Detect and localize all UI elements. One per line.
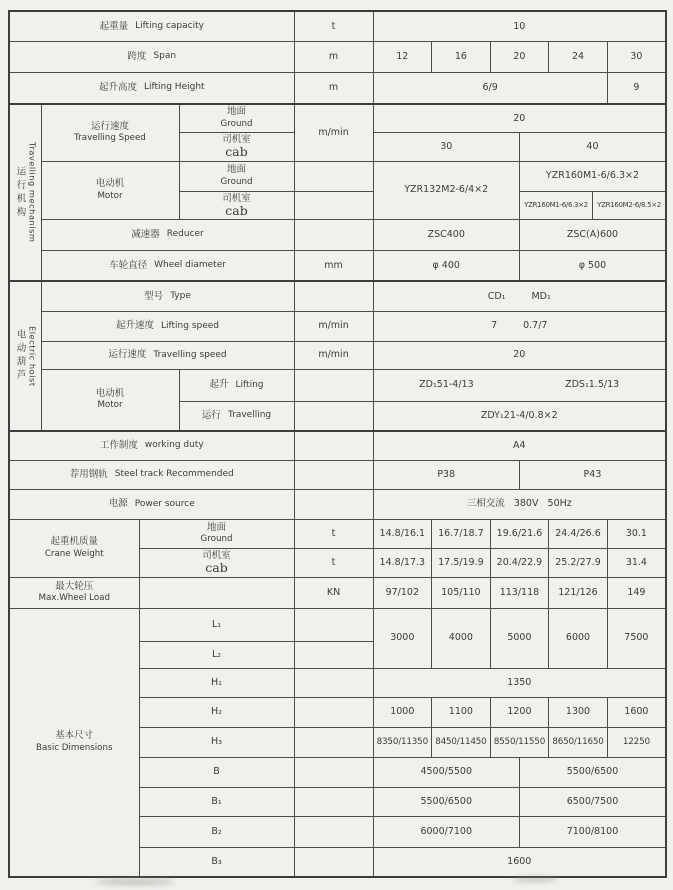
empty-sub-cell	[139, 577, 294, 608]
max-wheel-load-label-en: Max.Wheel Load	[38, 593, 111, 604]
lifting-height-label	[9, 72, 294, 104]
section-electric-hoist-en: Electric hoist	[27, 325, 38, 387]
hoist-motor-lifting-right: ZDS₁1.5/13	[565, 379, 620, 391]
dimension-H3-value: 8350/11350	[373, 727, 432, 757]
wheel-diameter-label-en: Wheel diameter	[154, 259, 226, 270]
crane-weight-ground-value: 19.6/21.6	[490, 519, 549, 548]
hoist-lifting-speed-label-en: Lifting speed	[161, 320, 220, 331]
crane-weight-ground-value: 16.7/18.7	[432, 519, 491, 548]
crane-weight-cab-value: 20.4/22.9	[490, 548, 549, 577]
empty-unit-cell	[294, 668, 373, 697]
hoist-type-label-en: Type	[170, 290, 191, 301]
span-unit: m	[294, 41, 373, 72]
dimension-H2-value: 1300	[549, 697, 608, 727]
span-label	[9, 41, 294, 72]
dimension-L-value: 3000	[373, 608, 432, 668]
span-label-en: Span	[153, 51, 177, 62]
cab-label-en: cab	[225, 144, 248, 160]
empty-unit-cell	[294, 369, 373, 401]
cab-label-zh: 司机室	[222, 134, 251, 146]
empty-unit-cell	[294, 489, 373, 519]
steel-track-label	[9, 460, 294, 489]
lifting-height-value-last: 9	[607, 72, 666, 104]
empty-unit-cell	[294, 757, 373, 787]
hoist-motor-lifting-value	[373, 369, 666, 401]
mechanism-motor-right-bottom-right-value: YZR160M2-6/8.5×2	[593, 191, 666, 219]
reducer-left-value: ZSC400	[373, 219, 519, 250]
empty-unit-cell	[294, 816, 373, 847]
hoist-motor-lifting-label	[179, 369, 294, 401]
ground-label-en: Ground	[200, 534, 233, 545]
section-electric-hoist	[9, 281, 41, 431]
empty-unit-cell	[294, 460, 373, 489]
crane-weight-cab-unit: t	[294, 548, 373, 577]
hoist-motor-label	[41, 369, 179, 431]
dimension-L1-label: L₁	[139, 608, 294, 641]
lifting-capacity-label-zh: 起重量	[99, 20, 129, 32]
empty-unit-cell	[294, 191, 373, 219]
dimension-L-value: 5000	[490, 608, 549, 668]
hoist-motor-lifting-label-zh: 起升	[209, 379, 229, 391]
max-wheel-load-value: 105/110	[432, 577, 491, 608]
hoist-lifting-speed-unit: m/min	[294, 311, 373, 341]
steel-track-label-zh: 荐用钢轨	[69, 468, 108, 480]
ground-label-zh: 地面	[207, 521, 227, 533]
dimension-B1-right-value: 6500/7500	[519, 787, 666, 816]
max-wheel-load-label	[9, 577, 139, 608]
hoist-travelling-speed-label-zh: 运行速度	[108, 349, 147, 361]
crane-weight-cab-label	[139, 548, 294, 577]
dimension-H1-label: H₁	[139, 668, 294, 697]
dimension-B-right-value: 5500/6500	[519, 757, 666, 787]
crane-weight-ground-value: 24.4/26.6	[549, 519, 608, 548]
ground-label-en: Ground	[220, 176, 253, 187]
scan-smudge	[512, 877, 558, 882]
dimension-H2-value: 1100	[432, 697, 491, 727]
span-value: 24	[549, 41, 608, 72]
section-electric-hoist-zh: 电动葫芦	[14, 329, 26, 383]
dimension-H2-value: 1600	[607, 697, 666, 727]
hoist-motor-label-en: Motor	[97, 400, 123, 411]
lifting-height-label-zh: 起升高度	[98, 82, 137, 94]
mechanism-motor-label-zh: 电动机	[95, 178, 125, 190]
lifting-capacity-value: 10	[373, 11, 666, 41]
empty-unit-cell	[294, 401, 373, 431]
dimension-L-value: 4000	[432, 608, 491, 668]
dimension-H2-label: H₂	[139, 697, 294, 727]
empty-unit-cell	[294, 161, 373, 191]
hoist-travelling-speed-label-en: Travelling speed	[153, 349, 227, 360]
power-source-label-en: Power source	[134, 498, 195, 509]
crane-weight-ground-value: 14.8/16.1	[373, 519, 432, 548]
wheel-diameter-label-zh: 车轮直径	[109, 259, 148, 271]
travelling-speed-ground-label	[179, 104, 294, 132]
working-duty-value: A4	[373, 431, 666, 460]
wheel-diameter-label	[41, 250, 294, 281]
crane-weight-label	[9, 519, 139, 577]
steel-track-right-value: P43	[519, 460, 666, 489]
hoist-type-label	[41, 281, 294, 311]
power-source-label-zh: 电源	[108, 498, 128, 510]
ground-label-zh: 地面	[227, 106, 247, 118]
hoist-type-value	[373, 281, 666, 311]
hoist-motor-travelling-label	[179, 401, 294, 431]
hoist-lifting-speed-label-zh: 起升速度	[115, 320, 154, 332]
wheel-diameter-unit: mm	[294, 250, 373, 281]
span-label-zh: 跨度	[127, 50, 147, 62]
dimension-H3-value: 12250	[607, 727, 666, 757]
dimension-H3-value: 8450/11450	[432, 727, 491, 757]
mechanism-motor-right-top-value: YZR160M1-6/6.3×2	[519, 161, 666, 191]
lifting-capacity-label	[9, 11, 294, 41]
hoist-lifting-speed-label	[41, 311, 294, 341]
dimension-H3-value: 8650/11650	[549, 727, 608, 757]
dimension-B1-left-value: 5500/6500	[373, 787, 519, 816]
lifting-capacity-label-en: Lifting capacity	[135, 20, 204, 31]
hoist-type-label-zh: 型号	[144, 290, 164, 302]
scan-smudge	[95, 879, 175, 885]
crane-weight-label-zh: 起重机质量	[50, 536, 98, 548]
mechanism-motor-left-value: YZR132M2-6/4×2	[373, 161, 519, 219]
crane-weight-cab-value: 25.2/27.9	[549, 548, 608, 577]
empty-unit-cell	[294, 787, 373, 816]
hoist-travelling-speed-unit: m/min	[294, 341, 373, 369]
crane-weight-label-en: Crane Weight	[44, 548, 104, 559]
empty-unit-cell	[294, 431, 373, 460]
dimension-B2-right-value: 7100/8100	[519, 816, 666, 847]
travelling-speed-label-en: Travelling Speed	[74, 133, 146, 144]
crane-spec-table	[8, 10, 667, 878]
cab-label-zh: 司机室	[202, 550, 231, 562]
dimension-B2-left-value: 6000/7100	[373, 816, 519, 847]
basic-dimensions-label-en: Basic Dimensions	[36, 742, 113, 753]
reducer-label-zh: 减速器	[131, 228, 160, 240]
hoist-motor-travelling-label-zh: 运行	[201, 410, 221, 422]
dimension-B3-label: B₃	[139, 847, 294, 877]
reducer-label	[41, 219, 294, 250]
working-duty-label-en: working duty	[144, 440, 204, 451]
travelling-speed-cab-label	[179, 132, 294, 161]
empty-unit-cell	[294, 697, 373, 727]
hoist-travelling-speed-value: 20	[373, 341, 666, 369]
crane-weight-cab-value: 31.4	[607, 548, 666, 577]
travelling-speed-unit: m/min	[294, 104, 373, 161]
working-duty-label-zh: 工作制度	[99, 440, 138, 452]
hoist-motor-lifting-label-en: Lifting	[235, 379, 264, 390]
travelling-speed-cab-left: 30	[373, 132, 519, 161]
dimension-B-left-value: 4500/5500	[373, 757, 519, 787]
max-wheel-load-value: 113/118	[490, 577, 549, 608]
empty-unit-cell	[294, 608, 373, 641]
max-wheel-load-unit: KN	[294, 577, 373, 608]
dimension-L-value: 6000	[549, 608, 608, 668]
crane-weight-ground-unit: t	[294, 519, 373, 548]
reducer-label-en: Reducer	[166, 229, 204, 240]
steel-track-left-value: P38	[373, 460, 519, 489]
hoist-motor-label-zh: 电动机	[95, 387, 125, 399]
wheel-diameter-left-value: φ 400	[373, 250, 519, 281]
hoist-motor-travelling-value: ZDY₁21-4/0.8×2	[373, 401, 666, 431]
dimension-H2-value: 1000	[373, 697, 432, 727]
dimension-H2-value: 1200	[490, 697, 549, 727]
span-value: 16	[432, 41, 491, 72]
section-travelling-mechanism-en: Travelling mechanism	[27, 142, 38, 243]
dimension-H1-value: 1350	[373, 668, 666, 697]
dimension-L2-label: L₂	[139, 641, 294, 668]
hoist-travelling-speed-label	[41, 341, 294, 369]
power-source-label	[9, 489, 294, 519]
span-value: 12	[373, 41, 432, 72]
crane-weight-cab-value: 14.8/17.3	[373, 548, 432, 577]
mechanism-motor-label	[41, 161, 179, 219]
hoist-lifting-speed-value-b: 0.7/7	[523, 320, 548, 332]
dimension-L-value: 7500	[607, 608, 666, 668]
cab-label-en: cab	[205, 560, 228, 576]
steel-track-label-en: Steel track Recommended	[114, 469, 234, 480]
max-wheel-load-label-zh: 最大轮压	[55, 580, 94, 592]
lifting-height-value-main: 6/9	[373, 72, 607, 104]
hoist-motor-travelling-label-en: Travelling	[227, 410, 272, 421]
working-duty-label	[9, 431, 294, 460]
empty-unit-cell	[294, 641, 373, 668]
dimension-B-label: B	[139, 757, 294, 787]
reducer-right-value: ZSC(A)600	[519, 219, 666, 250]
empty-unit-cell	[294, 847, 373, 877]
ground-label-en: Ground	[220, 118, 253, 129]
mechanism-motor-right-bottom-left-value: YZR160M1-6/6.3×2	[519, 191, 592, 219]
spec-table-sheet	[8, 10, 667, 878]
crane-weight-ground-label	[139, 519, 294, 548]
empty-unit-cell	[294, 727, 373, 757]
ground-label-zh: 地面	[227, 164, 247, 176]
cab-label-zh: 司机室	[222, 192, 251, 204]
lifting-height-label-en: Lifting Height	[143, 82, 205, 93]
hoist-type-value-a: CD₁	[487, 290, 506, 302]
power-source-value: 三相交流 380V 50Hz	[373, 489, 666, 519]
lifting-height-unit: m	[294, 72, 373, 104]
travelling-speed-label	[41, 104, 179, 161]
empty-unit-cell	[294, 281, 373, 311]
crane-weight-ground-value: 30.1	[607, 519, 666, 548]
wheel-diameter-right-value: φ 500	[519, 250, 666, 281]
section-travelling-mechanism-zh: 运行机构	[14, 165, 26, 220]
cab-label-en: cab	[225, 202, 248, 218]
mechanism-motor-cab-label	[179, 191, 294, 219]
basic-dimensions-label	[9, 608, 139, 877]
mechanism-motor-label-en: Motor	[97, 190, 123, 201]
dimension-B3-value: 1600	[373, 847, 666, 877]
dimension-B2-label: B₂	[139, 816, 294, 847]
hoist-type-value-b: MD₁	[531, 290, 551, 302]
max-wheel-load-value: 97/102	[373, 577, 432, 608]
hoist-lifting-speed-value	[373, 311, 666, 341]
lifting-capacity-unit: t	[294, 11, 373, 41]
dimension-H3-label: H₃	[139, 727, 294, 757]
basic-dimensions-label-zh: 基本尺寸	[55, 730, 94, 742]
max-wheel-load-value: 149	[607, 577, 666, 608]
section-travelling-mechanism	[9, 104, 41, 281]
crane-weight-cab-value: 17.5/19.9	[432, 548, 491, 577]
empty-unit-cell	[294, 219, 373, 250]
travelling-speed-cab-right: 40	[519, 132, 666, 161]
hoist-lifting-speed-value-a: 7	[491, 320, 498, 332]
span-value: 30	[607, 41, 666, 72]
travelling-speed-label-zh: 运行速度	[90, 120, 129, 132]
dimension-H3-value: 8550/11550	[490, 727, 549, 757]
hoist-motor-lifting-left: ZD₁51-4/13	[419, 379, 474, 391]
dimension-B1-label: B₁	[139, 787, 294, 816]
mechanism-motor-ground-label	[179, 161, 294, 191]
travelling-speed-ground-value: 20	[373, 104, 666, 132]
span-value: 20	[490, 41, 549, 72]
max-wheel-load-value: 121/126	[549, 577, 608, 608]
